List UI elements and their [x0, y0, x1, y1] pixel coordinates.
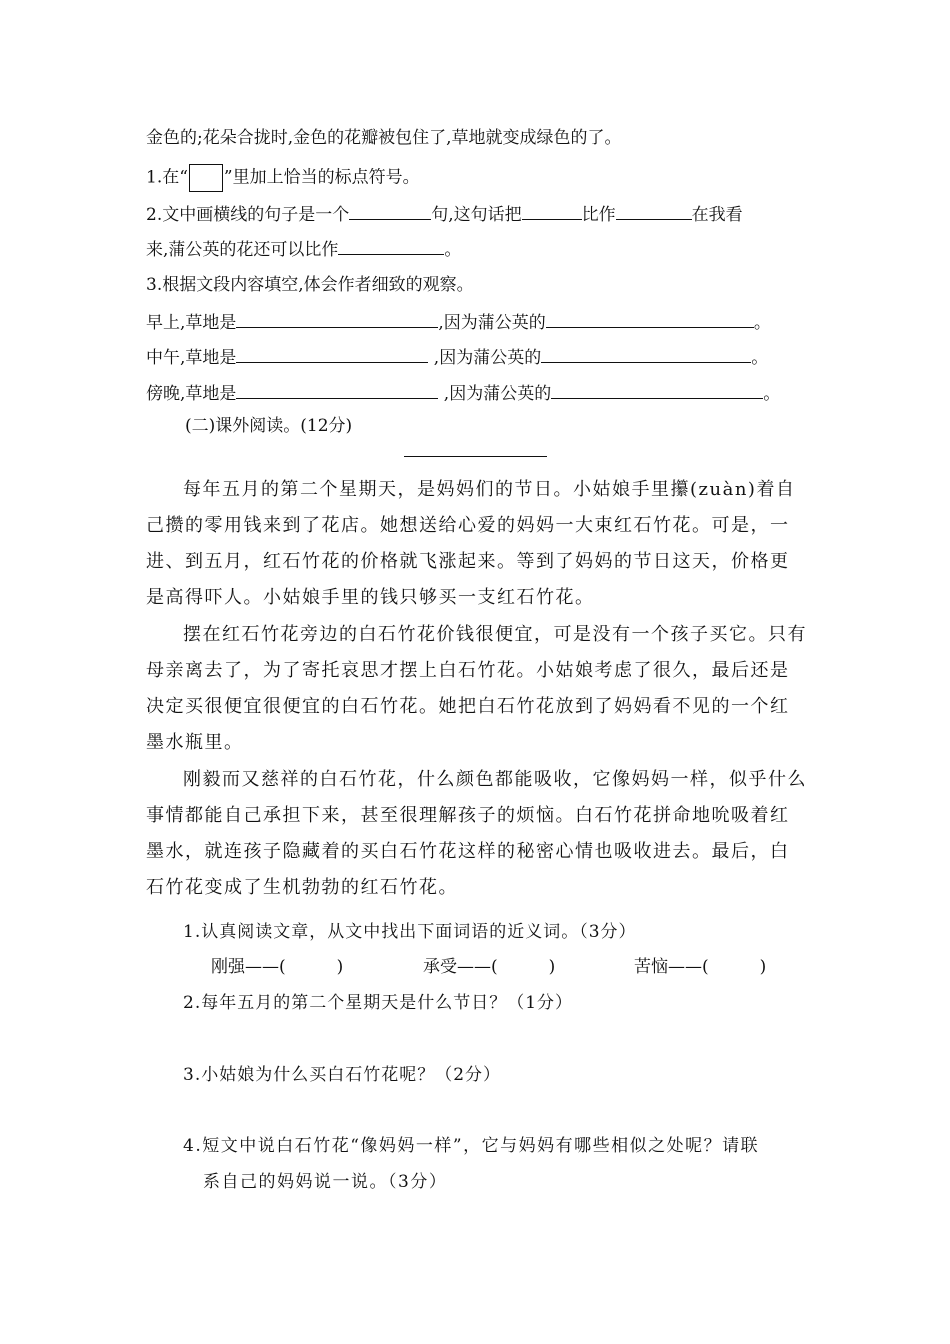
question-2-text-c: 比作	[581, 205, 616, 225]
reading-question-4	[183, 1128, 808, 1200]
question-1-prefix: 1.在“	[146, 167, 188, 188]
row-end: 。	[751, 348, 769, 368]
question-2-text-f: 。	[444, 240, 462, 260]
row-middle: ,因为蒲公英的	[438, 313, 546, 333]
row-label: 中午,草地是	[146, 348, 237, 368]
synonym-item-2[interactable]: 承受——( )	[423, 957, 556, 977]
answer-blank-grass[interactable]	[236, 344, 428, 363]
reading-paragraph-2: 摆在红石竹花旁边的白石竹花价钱很便宜，可是没有一个孩子买它。只有母亲离去了，为了寄托哀思才摆上白石竹花。小姑娘考虑了很久，最后还是决定买很便宜很便宜的白石竹花。她把白石竹花放到了妈妈看不见的一个红墨水瓶里。	[146, 624, 807, 753]
title-blank-line[interactable]	[404, 456, 547, 457]
punctuation-answer-box[interactable]	[189, 164, 223, 192]
question-2-text-a: 2.文中画横线的句子是一个	[146, 205, 350, 225]
fill-row-morning	[146, 309, 771, 335]
answer-blank-own-comparison[interactable]	[338, 236, 444, 255]
question-3: 3.根据文段内容填空,体会作者细致的观察。	[146, 275, 474, 295]
answer-blank-dandelion[interactable]	[546, 309, 754, 328]
reading-paragraph-3: 刚毅而又慈祥的白石竹花，什么颜色都能吸收，它像妈妈一样，似乎什么事情都能自己承担下来，甚至很理解孩子的烦恼。白石竹花拼命地吮吸着红墨水，就连孩子隐藏着的买白石竹花这样的秘密心情也吸收进去。最后，白石竹花变成了生机勃勃的红石竹花。	[146, 769, 807, 898]
answer-blank-dandelion[interactable]	[541, 344, 751, 363]
question-1	[146, 164, 420, 192]
row-end: 。	[753, 313, 771, 333]
reading-question-3: 3.小姑娘为什么买白石竹花呢？（2分）	[183, 1065, 502, 1085]
row-label: 傍晚,草地是	[146, 384, 237, 404]
row-middle: ,因为蒲公英的	[438, 384, 552, 404]
passage-tail: 金色的;花朵合拢时,金色的花瓣被包住了,草地就变成绿色的了。	[146, 128, 622, 148]
fill-row-evening	[146, 380, 780, 406]
question-2	[146, 201, 743, 227]
question-4-line-2: 系自己的妈妈说一说。（3分）	[203, 1172, 448, 1192]
question-1-suffix: ”里加上恰当的标点符号。	[223, 167, 420, 188]
row-label: 早上,草地是	[146, 313, 237, 333]
question-2-text-e: 来,蒲公英的花还可以比作	[146, 240, 339, 260]
reading-question-2: 2.每年五月的第二个星期天是什么节日？（1分）	[183, 993, 574, 1013]
answer-blank-compared-to[interactable]	[616, 201, 692, 220]
question-2-continued	[146, 236, 461, 262]
answer-blank-grass[interactable]	[236, 380, 438, 399]
fill-row-noon	[146, 344, 768, 370]
question-4-line-1: 4.短文中说白石竹花“像妈妈一样”，它与妈妈有哪些相似之处呢？请联	[183, 1136, 760, 1156]
row-middle: ,因为蒲公英的	[428, 348, 542, 368]
row-end: 。	[763, 384, 781, 404]
synonym-item-1[interactable]: 刚强——( )	[211, 957, 344, 977]
section-heading: (二)课外阅读。(12分)	[185, 416, 353, 436]
answer-blank-dandelion[interactable]	[551, 380, 763, 399]
answer-blank-sentence-type[interactable]	[349, 201, 431, 220]
question-2-text-d: 在我看	[691, 205, 743, 225]
reading-question-1: 1.认真阅读文章，从文中找出下面词语的近义词。（3分）	[183, 922, 637, 942]
answer-blank-grass[interactable]	[236, 309, 438, 328]
synonym-item-3[interactable]: 苦恼——( )	[634, 957, 767, 977]
answer-blank-compared[interactable]	[522, 201, 582, 220]
question-2-text-b: 句,这句话把	[431, 205, 522, 225]
reading-paragraph-1: 每年五月的第二个星期天，是妈妈们的节日。小姑娘手里攥(zuàn)着自己攒的零用钱来到了花店。她想送给心爱的妈妈一大束红石竹花。可是，一进、到五月，红石竹花的价格就飞涨起来。等到了妈妈的节日这天，价格更是高得吓人。小姑娘手里的钱只够买一支红石竹花。	[146, 479, 796, 608]
